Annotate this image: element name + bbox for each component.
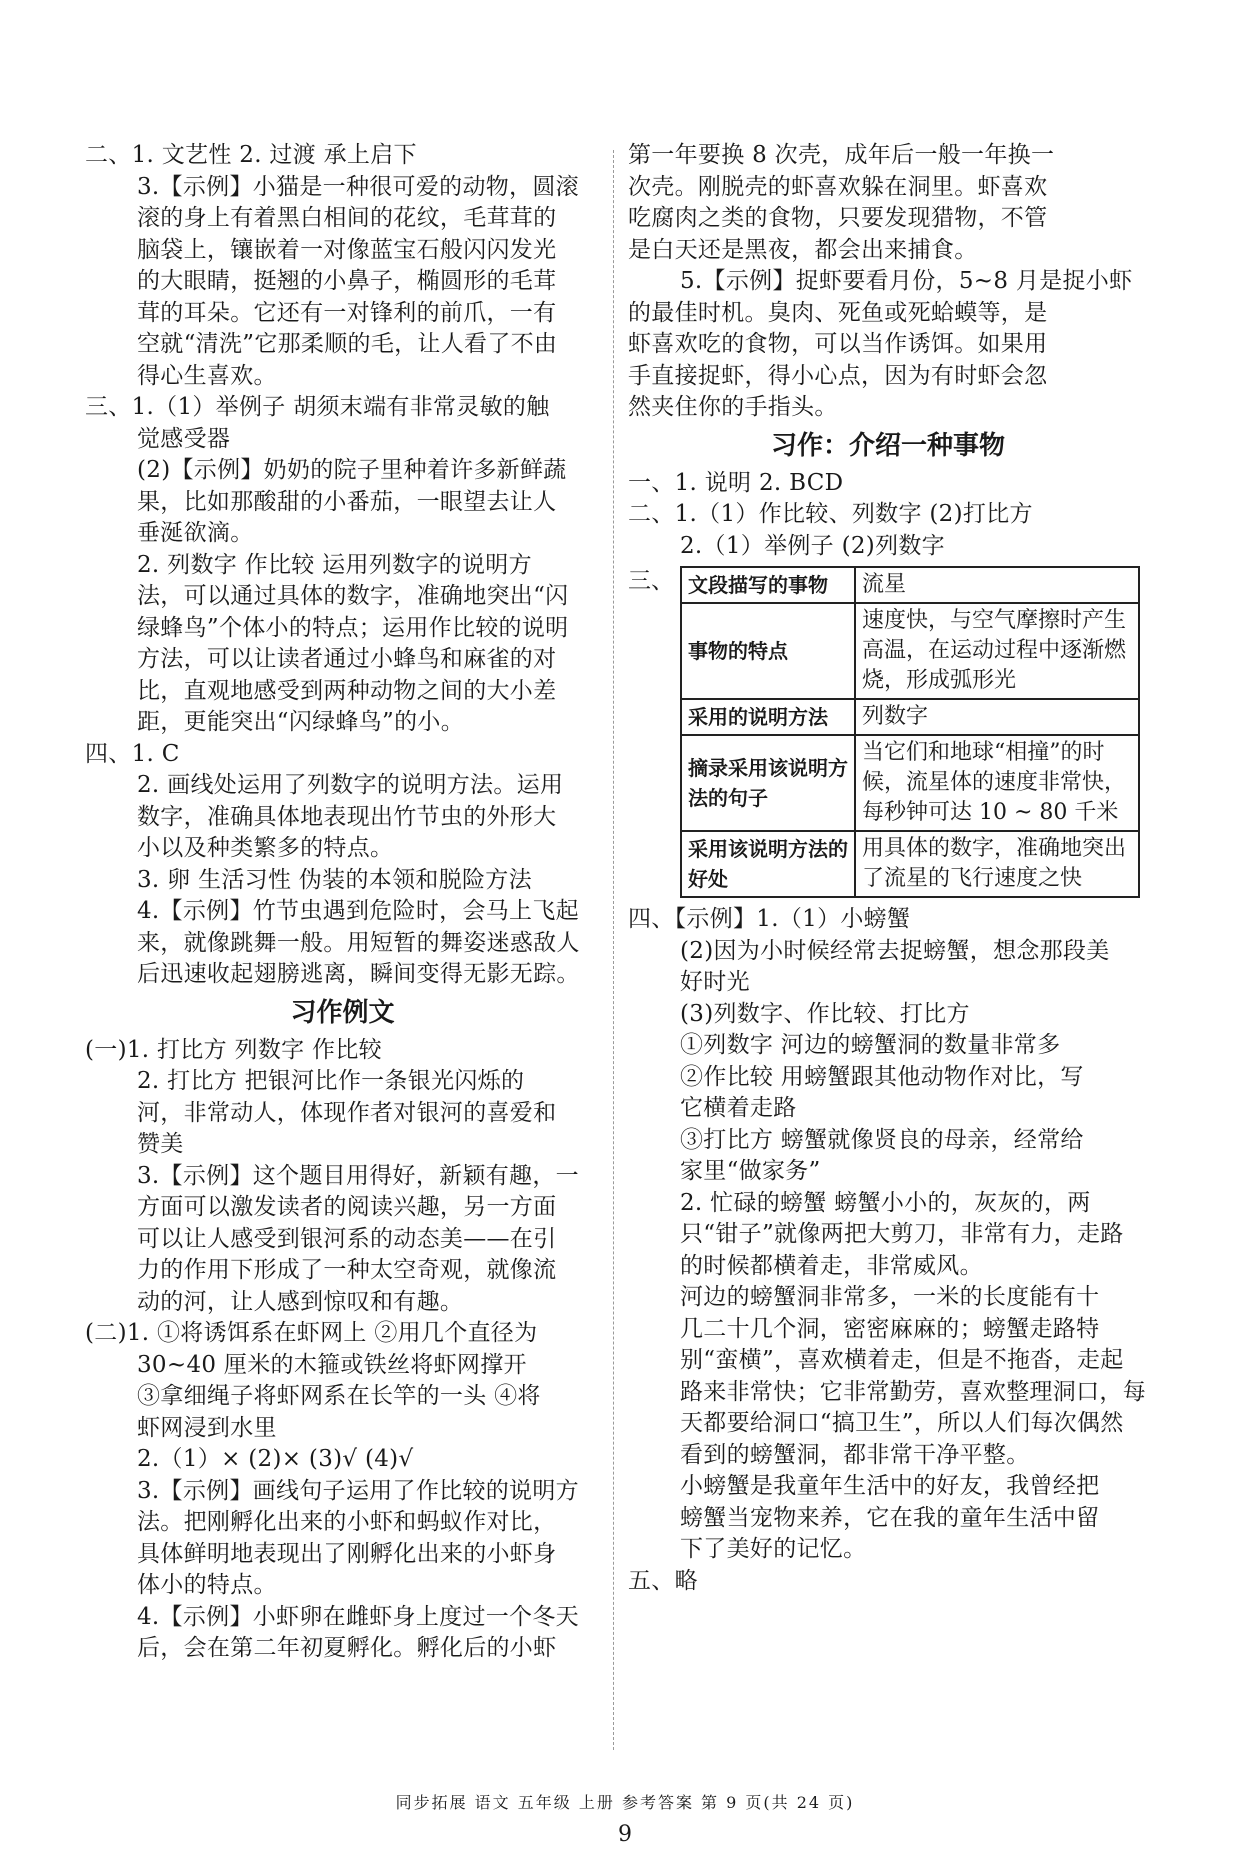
text-line: 螃蟹当宠物来养，它在我的童年生活中留 [680, 1504, 1100, 1531]
page-number: 9 [618, 1822, 632, 1847]
text-line: 几二十几个洞，密密麻麻的；螃蟹走路特 [680, 1315, 1100, 1342]
text-line: 次壳。刚脱壳的虾喜欢躲在洞里。虾喜欢 [628, 173, 1048, 200]
text-line: 2.（1）× (2)× (3)√ (4)√ [137, 1446, 414, 1472]
text-line: 方法，可以让读者通过小蜂鸟和麻雀的对 [137, 646, 557, 672]
text-line: 脑袋上，镶嵌着一对像蓝宝石般闪闪发光 [137, 236, 557, 263]
text-line: 茸的耳朵。它还有一对锋利的前爪，一有 [137, 299, 557, 326]
text-line: 具体鲜明地表现出了刚孵化出来的小虾身 [137, 1540, 557, 1567]
left-lines [85, 140, 600, 991]
answer-table [680, 566, 1140, 898]
text-line: 30~40 厘米的木箍或铁丝将虾网撑开 [137, 1351, 527, 1378]
text-line: 五、略 [628, 1567, 698, 1594]
text-line: 然夹住你的手指头。 [628, 394, 838, 420]
table-row [681, 603, 1139, 699]
text-line: 小以及种类繁多的特点。 [137, 835, 394, 861]
question-three-label: 三、 [628, 568, 674, 594]
text-line: (2)【示例】奶奶的院子里种着许多新鲜蔬 [137, 457, 567, 483]
text-line: 后迅速收起翅膀逃离，瞬间变得无影无踪。 [137, 961, 580, 987]
text-line: 赞美 [137, 1131, 184, 1157]
text-line: 得心生喜欢。 [137, 362, 277, 389]
text-line: 下了美好的记忆。 [680, 1536, 867, 1562]
table-value: 速度快，与空气摩擦时产生高温，在运动过程中逐渐燃烧，形成弧形光 [855, 603, 1139, 699]
text-line: 的最佳时机。臭肉、死鱼或死蛤蟆等，是 [628, 299, 1048, 326]
text-line: 三、1.（1）举例子 胡须末端有非常灵敏的触 [85, 394, 550, 420]
text-line: 虾网浸到水里 [137, 1414, 277, 1441]
table-row [681, 831, 1139, 897]
text-line: 的时候都横着走，非常威风。 [680, 1252, 983, 1279]
text-line: 小螃蟹是我童年生活中的好友，我曾经把 [680, 1473, 1100, 1499]
section-heading-xizuo-liwen: 习作例文 [290, 997, 395, 1028]
table-key: 文段描写的事物 [681, 567, 855, 603]
left-column [85, 140, 600, 1665]
text-line: 四、1. C [85, 740, 180, 767]
text-line: (一)1. 打比方 列数字 作比较 [85, 1036, 382, 1063]
table-key: 采用该说明方法的好处 [681, 831, 855, 897]
table-value: 流星 [855, 567, 1139, 603]
table-value: 当它们和地球“相撞”的时候，流星体的速度非常快，每秒钟可达 10 ~ 80 千米 [855, 735, 1139, 831]
table-value: 用具体的数字，准确地突出了流星的飞行速度之快 [855, 831, 1139, 897]
text-line: (二)1. ①将诱饵系在虾网上 ②用几个直径为 [85, 1320, 538, 1346]
text-line: 2. 忙碌的螃蟹 螃蟹小小的，灰灰的，两 [680, 1189, 1091, 1216]
table-key: 事物的特点 [681, 603, 855, 699]
right-column [628, 140, 1148, 1597]
table-value: 列数字 [855, 699, 1139, 735]
text-line: 后，会在第二年初夏孵化。孵化后的小虾 [137, 1635, 557, 1661]
text-line: 家里“做家务” [680, 1158, 821, 1184]
text-line: 来，就像跳舞一般。用短暂的舞姿迷惑敌人 [137, 929, 580, 956]
text-line: (3)列数字、作比较、打比方 [680, 1000, 970, 1027]
text-line: 手直接捉虾，得小心点，因为有时虾会忽 [628, 362, 1048, 389]
column-divider [613, 150, 614, 1750]
text-line: 觉感受器 [137, 425, 231, 452]
text-line: ②作比较 用螃蟹跟其他动物作对比，写 [680, 1063, 1084, 1090]
table-key: 摘录采用该说明方法的句子 [681, 735, 855, 831]
right-lines-3 [628, 904, 1148, 1597]
text-line: 绿蜂鸟”个体小的特点；运用作比较的说明 [137, 614, 569, 641]
text-line: 4.【示例】小虾卵在雌虾身上度过一个冬天 [137, 1603, 579, 1630]
text-line: 法，可以通过具体的数字，准确地突出“闪 [137, 583, 569, 609]
table-key: 采用的说明方法 [681, 699, 855, 735]
text-line: 2. 打比方 把银河比作一条银光闪烁的 [137, 1068, 525, 1094]
question-three-row [628, 566, 1148, 898]
text-line: 二、1.（1）作比较、列数字 (2)打比方 [628, 501, 1033, 527]
text-line: 2. 画线处运用了列数字的说明方法。运用 [137, 772, 564, 798]
text-line: 3.【示例】小猫是一种很可爱的动物，圆滚 [137, 173, 579, 200]
text-line: 滚的身上有着黑白相间的花纹，毛茸茸的 [137, 205, 557, 231]
text-line: 3.【示例】这个题目用得好，新颖有趣，一 [137, 1162, 579, 1189]
text-line: 天都要给洞口“搞卫生”，所以人们每次偶然 [680, 1410, 1124, 1436]
text-line: 距，更能突出“闪绿蜂鸟”的小。 [137, 709, 465, 735]
text-line: ③拿细绳子将虾网系在长竿的一头 ④将 [137, 1383, 541, 1409]
text-line: 一、1. 说明 2. BCD [628, 469, 844, 496]
text-line: 3. 卵 生活习性 伪装的本领和脱险方法 [137, 866, 532, 893]
text-line: 2.（1）举例子 (2)列数字 [680, 532, 945, 559]
text-line: 力的作用下形成了一种太空奇观，就像流 [137, 1257, 557, 1283]
text-line: 果，比如那酸甜的小番茄，一眼望去让人 [137, 488, 557, 515]
section-heading-xizuo: 习作：介绍一种事物 [770, 430, 1005, 461]
text-line: 四、【示例】1.（1）小螃蟹 [628, 906, 911, 932]
text-line: 河边的螃蟹洞非常多，一米的长度能有十 [680, 1284, 1100, 1310]
text-line: 看到的螃蟹洞，都非常干净平整。 [680, 1441, 1030, 1468]
text-line: 路来非常快；它非常勤劳，喜欢整理洞口，每 [680, 1378, 1146, 1405]
text-line: 是白天还是黑夜，都会出来捕食。 [628, 236, 978, 263]
right-lines [628, 140, 1148, 424]
text-line: 体小的特点。 [137, 1572, 277, 1598]
page-footer: 同步拓展 语文 五年级 上册 参考答案 第 9 页(共 24 页) [395, 1793, 855, 1812]
text-line: 二、1. 文艺性 2. 过渡 承上启下 [85, 142, 417, 168]
table-row [681, 699, 1139, 735]
text-line: 河，非常动人，体现作者对银河的喜爱和 [137, 1099, 557, 1126]
text-line: 法。把刚孵化出来的小虾和蚂蚁作对比， [137, 1509, 557, 1535]
text-line: 只“钳子”就像两把大剪刀，非常有力，走路 [680, 1221, 1124, 1247]
text-line: 可以让人感受到银河系的动态美——在引 [137, 1225, 557, 1252]
text-line: 比，直观地感受到两种动物之间的大小差 [137, 677, 557, 704]
text-line: 第一年要换 8 次壳，成年后一般一年换一 [628, 142, 1055, 168]
text-line: 4.【示例】竹节虫遇到危险时，会马上飞起 [137, 898, 579, 924]
text-line: 的大眼睛，挺翘的小鼻子，椭圆形的毛茸 [137, 268, 557, 294]
text-line: 好时光 [680, 969, 750, 995]
text-line: 2. 列数字 作比较 运用列数字的说明方 [137, 551, 532, 578]
text-line: 动的河，让人感到惊叹和有趣。 [137, 1288, 464, 1315]
text-line: 别“蛮横”，喜欢横着走，但是不拖沓，走起 [680, 1347, 1124, 1373]
table-row [681, 735, 1139, 831]
text-line: ①列数字 河边的螃蟹洞的数量非常多 [680, 1032, 1061, 1058]
text-line: 垂涎欲滴。 [137, 520, 254, 546]
left-lines-2 [85, 1035, 600, 1665]
text-line: 数字，准确具体地表现出竹节虫的外形大 [137, 803, 557, 830]
text-line: 吃腐肉之类的食物，只要发现猎物，不管 [628, 205, 1048, 231]
text-line: (2)因为小时候经常去捉螃蟹，想念那段美 [680, 937, 1110, 964]
text-line: 5.【示例】捉虾要看月份，5~8 月是捉小虾 [680, 268, 1133, 294]
text-line: 3.【示例】画线句子运用了作比较的说明方 [137, 1477, 579, 1504]
text-line: 虾喜欢吃的食物，可以当作诱饵。如果用 [628, 331, 1048, 357]
table-row [681, 567, 1139, 603]
text-line: ③打比方 螃蟹就像贤良的母亲，经常给 [680, 1126, 1084, 1153]
text-line: 空就“清洗”它那柔顺的毛，让人看了不由 [137, 331, 558, 357]
text-line: 它横着走路 [680, 1095, 797, 1121]
right-lines-2 [628, 468, 1148, 563]
text-line: 方面可以激发读者的阅读兴趣，另一方面 [137, 1194, 557, 1220]
